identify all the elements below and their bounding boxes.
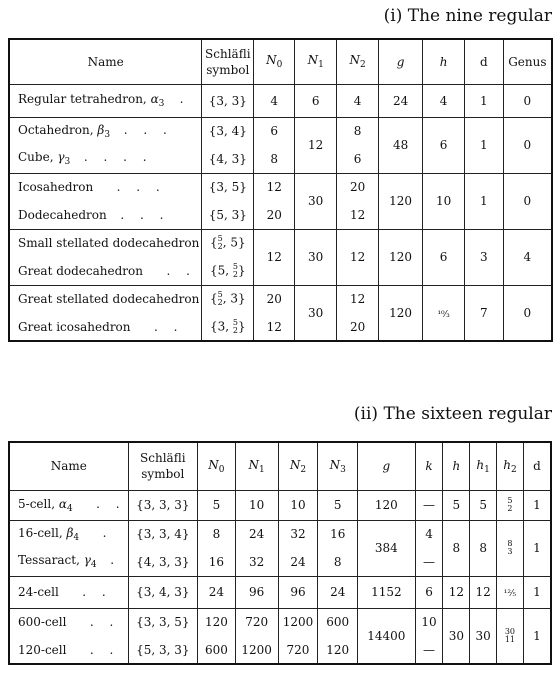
cell-g: 1152 (358, 576, 416, 608)
cell-g: 14400 (358, 608, 416, 664)
cell-n0: 12 (254, 229, 295, 285)
cell-genus: 0 (503, 173, 552, 229)
cell-k: 4 (415, 520, 443, 548)
table-row-name: 24-cell . . (9, 576, 128, 608)
cell-n2: 96 (278, 576, 318, 608)
cell-g: 48 (379, 117, 423, 173)
table-row-name: Dodecahedron . . . (9, 201, 202, 229)
cell-n0: 120 (198, 608, 236, 636)
cell-h: 6 (423, 229, 465, 285)
cell-d: 1 (465, 173, 504, 229)
col-header-h1: $h_1$ (470, 442, 497, 490)
cell-n1: 12 (295, 117, 337, 173)
cell-d: 1 (523, 490, 551, 520)
cell-h1: 12 (470, 576, 497, 608)
cell-d: 1 (523, 576, 551, 608)
cell-sym: {3, 4} (202, 117, 254, 145)
cell-sym: {3, 3, 3} (128, 490, 197, 520)
cell-sym: {3, 5} (202, 173, 254, 201)
cell-n3: 120 (318, 636, 358, 664)
cell-h1: 8 (470, 520, 497, 576)
cell-n1: 30 (295, 229, 337, 285)
cell-n2: 1200 (278, 608, 318, 636)
cell-n0: 12 (254, 313, 295, 341)
cell-d: 1 (523, 520, 551, 576)
cell-d: 7 (465, 285, 504, 341)
cell-d: 1 (523, 608, 551, 664)
cell-n2: 12 (337, 229, 379, 285)
cell-n2: 24 (278, 548, 318, 576)
col-header-genus: Genus (503, 39, 552, 84)
cell-n2: 8 (337, 117, 379, 145)
cell-g: 120 (358, 490, 416, 520)
cell-n0: 5 (198, 490, 236, 520)
col-header-schlafli: Schläfli symbol (128, 442, 197, 490)
cell-n0: 4 (254, 84, 295, 117)
cell-genus: 4 (503, 229, 552, 285)
col-header-n1: $N_1$ (295, 39, 337, 84)
cell-h: 10 (423, 173, 465, 229)
cell-n1: 24 (235, 520, 278, 548)
table-row-name: Regular tetrahedron, $\alpha_3$ . (9, 84, 202, 117)
cell-h2: 30 11 (497, 608, 524, 664)
table-row-name: Octahedron, $\beta_3$ . . . (9, 117, 202, 145)
col-header-h: h (423, 39, 465, 84)
cell-h: 8 (443, 520, 470, 576)
table-row-name: Tessaract, $\gamma_4$ . (9, 548, 128, 576)
table-row-name: Great dodecahedron . . (9, 257, 202, 285)
cell-n2: 12 (337, 285, 379, 313)
cell-n2: 720 (278, 636, 318, 664)
cell-genus: 0 (503, 117, 552, 173)
cell-sym: { 5 2 , 5} (202, 229, 254, 257)
cell-n3: 8 (318, 548, 358, 576)
cell-sym: {5, 5 2 } (202, 257, 254, 285)
cell-h1: 30 (470, 608, 497, 664)
cell-d: 3 (465, 229, 504, 285)
cell-h1: 5 (470, 490, 497, 520)
cell-h2: ¹²⁄₅ (497, 576, 524, 608)
cell-h: 5 (443, 490, 470, 520)
section-caption-1: (i) The nine regular (383, 6, 552, 26)
col-header-n2: $N_2$ (278, 442, 318, 490)
cell-n1: 32 (235, 548, 278, 576)
cell-g: 384 (358, 520, 416, 576)
cell-sym: {5, 3, 3} (128, 636, 197, 664)
cell-n1: 6 (295, 84, 337, 117)
cell-d: 1 (465, 84, 504, 117)
col-header-h: h (443, 442, 470, 490)
cell-n1: 1200 (235, 636, 278, 664)
cell-n2: 6 (337, 145, 379, 173)
cell-genus: 0 (503, 84, 552, 117)
cell-n0: 6 (254, 117, 295, 145)
cell-sym: {4, 3} (202, 145, 254, 173)
cell-n0: 8 (198, 520, 236, 548)
table-row-name: Icosahedron . . . (9, 173, 202, 201)
col-header-name: Name (9, 39, 202, 84)
polytopes-table (8, 441, 552, 665)
cell-k: 10 (415, 608, 443, 636)
table-row-name: Great icosahedron . . (9, 313, 202, 341)
cell-k: 6 (415, 576, 443, 608)
cell-sym: {3, 3, 5} (128, 608, 197, 636)
cell-n0: 600 (198, 636, 236, 664)
col-header-h2: $h_2$ (497, 442, 524, 490)
table-row-name: 16-cell, $\beta_4$ . (9, 520, 128, 548)
table-row-name: Small stellated dodecahedron (9, 229, 202, 257)
col-header-d: d (465, 39, 504, 84)
col-header-d: d (523, 442, 551, 490)
col-header-k: k (415, 442, 443, 490)
col-header-n2: $N_2$ (337, 39, 379, 84)
col-header-g: g (358, 442, 416, 490)
cell-k: — (415, 636, 443, 664)
cell-g: 120 (379, 229, 423, 285)
cell-h: 30 (443, 608, 470, 664)
cell-k: — (415, 548, 443, 576)
col-header-n0: $N_0$ (198, 442, 236, 490)
col-header-n3: $N_3$ (318, 442, 358, 490)
cell-sym: {3, 3} (202, 84, 254, 117)
cell-h: 4 (423, 84, 465, 117)
cell-h: ¹⁰⁄₃ (423, 285, 465, 341)
cell-n1: 720 (235, 608, 278, 636)
cell-n0: 8 (254, 145, 295, 173)
cell-n2: 4 (337, 84, 379, 117)
cell-n0: 20 (254, 285, 295, 313)
cell-n2: 10 (278, 490, 318, 520)
cell-n2: 20 (337, 173, 379, 201)
cell-sym: {3, 3, 4} (128, 520, 197, 548)
cell-n3: 600 (318, 608, 358, 636)
table-row-name: Cube, $\gamma_3$ . . . . (9, 145, 202, 173)
cell-g: 24 (379, 84, 423, 117)
cell-sym: {3, 4, 3} (128, 576, 197, 608)
cell-n3: 24 (318, 576, 358, 608)
cell-n2: 32 (278, 520, 318, 548)
cell-h: 6 (423, 117, 465, 173)
cell-sym: {3, 5 2 } (202, 313, 254, 341)
col-header-schlafli: Schläfli symbol (202, 39, 254, 84)
cell-n2: 20 (337, 313, 379, 341)
cell-sym: {5, 3} (202, 201, 254, 229)
cell-n3: 5 (318, 490, 358, 520)
cell-n0: 20 (254, 201, 295, 229)
cell-d: 1 (465, 117, 504, 173)
cell-n0: 24 (198, 576, 236, 608)
cell-n1: 30 (295, 173, 337, 229)
table-row-name: 5-cell, $\alpha_4$ . . (9, 490, 128, 520)
col-header-name: Name (9, 442, 128, 490)
cell-n0: 16 (198, 548, 236, 576)
table-row-name: 600-cell . . (9, 608, 128, 636)
cell-n2: 12 (337, 201, 379, 229)
cell-genus: 0 (503, 285, 552, 341)
cell-n1: 10 (235, 490, 278, 520)
cell-k: — (415, 490, 443, 520)
col-header-g: g (379, 39, 423, 84)
col-header-n1: $N_1$ (235, 442, 278, 490)
cell-h2: 5 2 (497, 490, 524, 520)
cell-g: 120 (379, 285, 423, 341)
polyhedra-table (8, 38, 553, 342)
cell-sym: {4, 3, 3} (128, 548, 197, 576)
cell-n1: 96 (235, 576, 278, 608)
table-row-name: Great stellated dodecahedron (9, 285, 202, 313)
cell-g: 120 (379, 173, 423, 229)
cell-sym: { 5 2 , 3} (202, 285, 254, 313)
cell-h: 12 (443, 576, 470, 608)
section-caption-2: (ii) The sixteen regular (353, 404, 552, 424)
cell-n3: 16 (318, 520, 358, 548)
cell-n0: 12 (254, 173, 295, 201)
col-header-n0: $N_0$ (254, 39, 295, 84)
cell-h2: 8 3 (497, 520, 524, 576)
cell-n1: 30 (295, 285, 337, 341)
table-row-name: 120-cell . . (9, 636, 128, 664)
